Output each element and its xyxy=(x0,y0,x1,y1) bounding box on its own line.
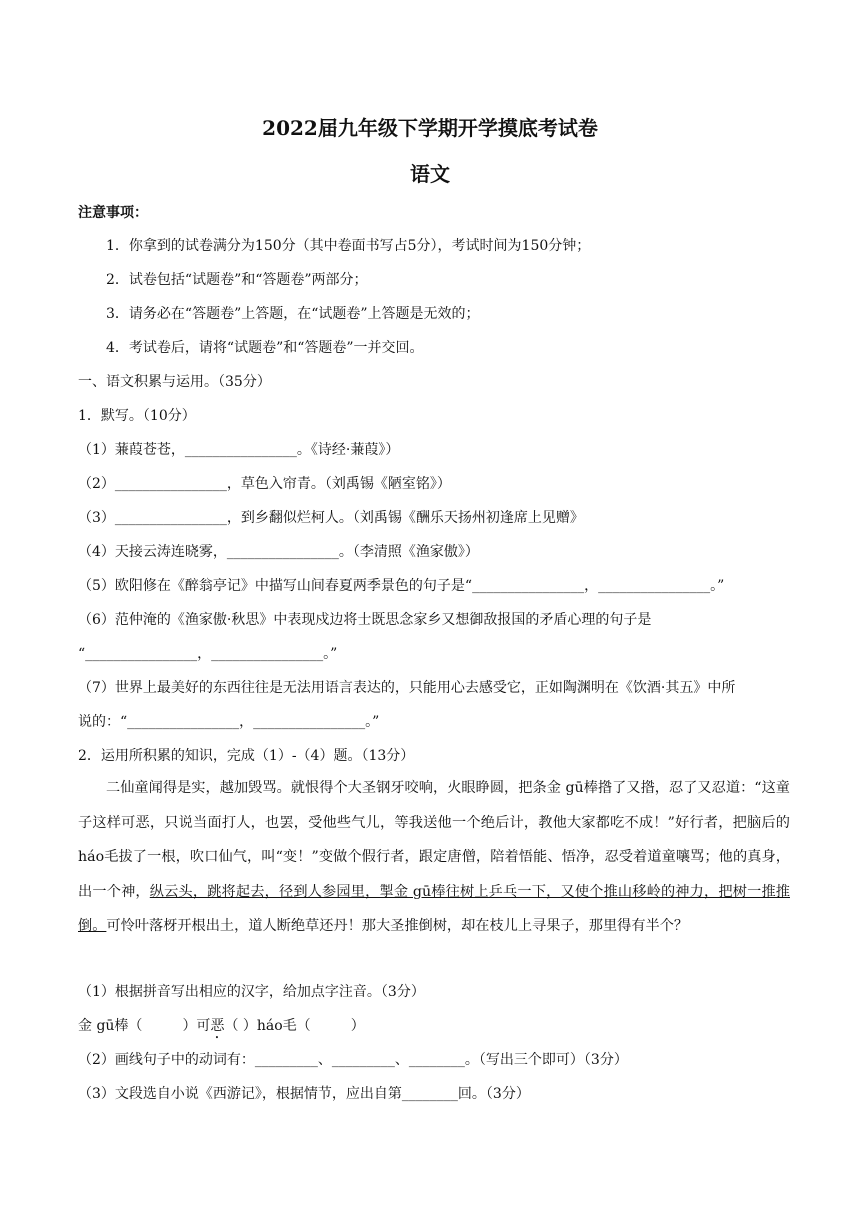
question-2-sub-1: （1）根据拼音写出相应的汉字，给加点字注音。（3分） xyxy=(78,984,425,1000)
question-1-item: 说的：“________________，________________。” xyxy=(78,714,380,730)
question-1-item: （7）世界上最美好的东西往往是无法用语言表达的，只能用心去感受它，正如陶渊明在《饮酒·其五》中所 xyxy=(78,680,736,696)
question-1-title: 1．默写。（10分） xyxy=(78,408,196,424)
question-1-item: （6）范仲淹的《渔家傲·秋思》中表现戍边将士既思念家乡又想御敌报国的矛盾心理的句子是 xyxy=(78,612,652,628)
reading-passage xyxy=(78,771,790,944)
dotted-character: 恶 xyxy=(210,1018,225,1034)
passage-text: 可怜叶落枒开根出土，道人断绝草还丹！那大圣推倒树，却在枝儿上寻果子，那里得有半个？ xyxy=(106,918,689,935)
question-1-item: “________________，________________。” xyxy=(78,646,338,662)
passage-text: 二仙童闻得是实，越加毁骂。就恨得个大圣钢牙咬响，火眼睁圆，把条金 gū棒揝了又揝，忍了又忍道：“这童子这样可恶，只说当面打人，也罢，受他些气儿，等我送他一个绝后计，教他大家都吃不成！”好行者，把脑后的 háo毛拔了一根，吹口仙气，叫“变！”变做个假行者，跟定唐僧，陪着悟能、悟净，忍受着道童嚷骂；他的真身，出一个神， xyxy=(78,780,790,900)
question-2-sub-2: （2）画线句子中的动词有：_________、_________、________。（写出三个即可）（3分） xyxy=(78,1052,628,1068)
underlined-sentence: 纵云头，跳将起去，径到人参园里，掣金 gū棒往树上乒乓一下，又使个推山移岭的神力，把树一推推倒。 xyxy=(78,883,790,935)
question-1-item: （3）________________，到乡翻似烂柯人。（刘禹锡《酬乐天扬州初逢席上见赠》 xyxy=(78,510,584,526)
subject-title: 语文 xyxy=(410,162,450,186)
notice-item: 3．请务必在“答题卷”上答题，在“试题卷”上答题是无效的； xyxy=(106,306,480,322)
section-heading: 一、语文积累与运用。（35分） xyxy=(78,374,271,390)
question-1-item: （2）________________，草色入帘青。（刘禹锡《陋室铭》） xyxy=(78,476,451,492)
notice-item: 4．考试卷后，请将“试题卷”和“答题卷”一并交回。 xyxy=(106,340,424,356)
notice-item: 2．试卷包括“试题卷”和“答题卷”两部分； xyxy=(106,272,368,288)
pinyin-line: 金 gū棒（ ）可恶（ ）háo毛（ ） xyxy=(78,1018,365,1034)
exam-title: 2022届九年级下学期开学摸底考试卷 xyxy=(262,116,598,140)
notice-heading: 注意事项： xyxy=(78,205,148,221)
notice-item: 1．你拿到的试卷满分为150分（其中卷面书写占5分），考试时间为150分钟； xyxy=(106,238,591,254)
question-2-sub-3: （3）文段选自小说《西游记》，根据情节，应出自第________回。（3分） xyxy=(78,1086,530,1102)
question-1-item: （4）天接云涛连晓雾，________________。（李清照《渔家傲》） xyxy=(78,544,479,560)
question-2-title: 2．运用所积累的知识，完成（1）-（4）题。（13分） xyxy=(78,748,415,764)
question-1-item: （1）蒹葭苍苍，________________。《诗经·蒹葭》） xyxy=(78,442,400,458)
question-1-item: （5）欧阳修在《醉翁亭记》中描写山间春夏两季景色的句子是“________________，________________。” xyxy=(78,578,725,594)
